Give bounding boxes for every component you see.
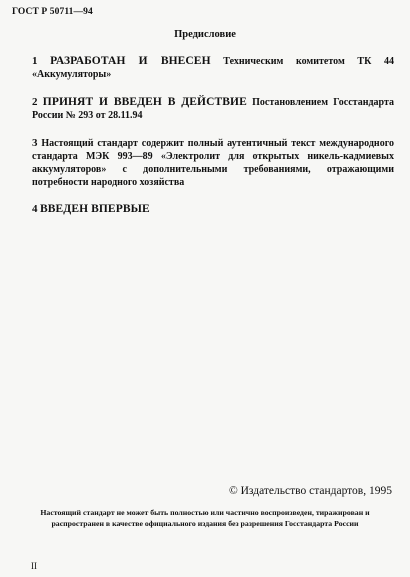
- copyright-line: © Издательство стандартов, 1995: [228, 485, 392, 497]
- item-number: 1: [32, 55, 38, 67]
- item-lead: ПРИНЯТ И ВВЕДЕН В ДЕЙСТВИЕ: [42, 96, 247, 108]
- item-text: Техническим комитетом ТК 44 «Аккумуляторы»: [32, 56, 395, 80]
- reproduction-notice: Настоящий стандарт не может быть полностью или частично воспроизведен, тиражирован и распространен в качестве официального издания без разрешения Госстандарта России: [40, 508, 370, 528]
- item-number: 3: [32, 137, 38, 149]
- preface-title: Предисловие: [174, 29, 236, 40]
- document-code: ГОСТ Р 50711—94: [12, 7, 93, 17]
- item-lead: ВВЕДЕН ВПЕРВЫЕ: [40, 203, 150, 215]
- item-number: 2: [32, 96, 38, 108]
- preface-item-4: [32, 203, 394, 216]
- preface-item-2: [32, 96, 394, 122]
- item-text: Постановлением Госстандарта России № 293 от 28.11.94: [32, 97, 394, 121]
- item-text: Настоящий стандарт содержит полный аутентичный текст международного стандарта МЭК 993—89 «Электролит для открытых никель-кадмиевых аккумуляторов» с дополнительными требованиями, отражающими потребности народного хозяйства: [32, 138, 394, 188]
- preface-item-3: [32, 137, 394, 189]
- item-number: 4: [32, 203, 38, 215]
- preface-item-1: [32, 55, 394, 81]
- page-number: II: [31, 561, 37, 571]
- item-lead: РАЗРАБОТАН И ВНЕСЕН: [50, 55, 211, 67]
